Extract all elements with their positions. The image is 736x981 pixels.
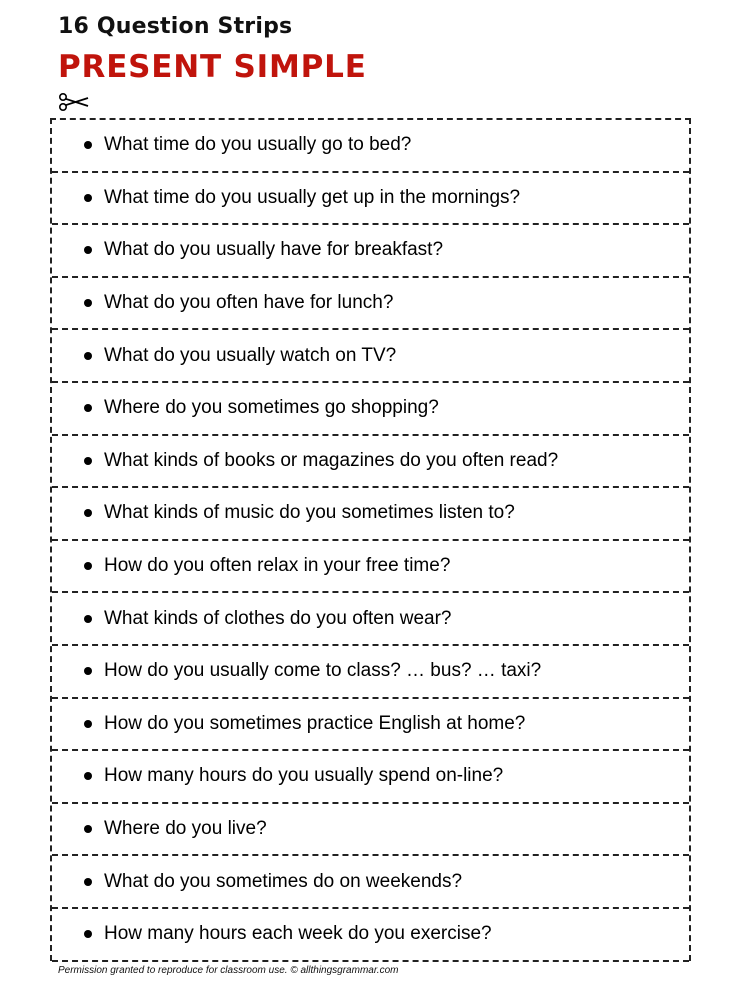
question-strip [52, 593, 689, 646]
question-strip [52, 646, 689, 699]
question-text: How do you often relax in your free time? [104, 555, 451, 577]
question-text: What time do you usually get up in the mornings? [104, 186, 521, 208]
question-text: How do you sometimes practice English at home? [104, 712, 526, 734]
bullet-icon [84, 509, 92, 517]
bullet-icon [84, 457, 92, 465]
question-text: What kinds of clothes do you often wear? [104, 607, 452, 629]
bullet-icon [84, 930, 92, 938]
bullet-icon [84, 404, 92, 412]
permission-footer: Permission granted to reproduce for classroom use. © allthingsgrammar.com [58, 965, 399, 976]
question-strip [52, 909, 689, 962]
question-strip [52, 278, 689, 331]
question-strip [52, 488, 689, 541]
bullet-icon [84, 141, 92, 149]
question-strip [52, 436, 689, 489]
question-text: What kinds of books or magazines do you often read? [104, 449, 559, 471]
question-text: How many hours do you usually spend on-line? [104, 765, 504, 787]
bullet-icon [84, 352, 92, 360]
worksheet-heading: 16 Question Strips [58, 14, 293, 39]
question-strip [52, 120, 689, 173]
question-text: Where do you sometimes go shopping? [104, 397, 439, 419]
question-strip [52, 856, 689, 909]
question-text: What kinds of music do you sometimes listen to? [104, 502, 515, 524]
question-strip [52, 541, 689, 594]
question-text: What time do you usually go to bed? [104, 134, 412, 156]
worksheet-title: PRESENT SIMPLE [58, 49, 367, 85]
question-strip [52, 330, 689, 383]
bullet-icon [84, 667, 92, 675]
question-text: Where do you live? [104, 818, 267, 840]
question-strip [52, 804, 689, 857]
question-strips [50, 118, 691, 961]
question-text: What do you sometimes do on weekends? [104, 870, 463, 892]
bullet-icon [84, 615, 92, 623]
question-strip [52, 173, 689, 226]
scissors-icon [58, 91, 90, 113]
bullet-icon [84, 246, 92, 254]
bullet-icon [84, 299, 92, 307]
question-strip [52, 699, 689, 752]
bullet-icon [84, 772, 92, 780]
question-text: How many hours each week do you exercise? [104, 923, 492, 945]
bullet-icon [84, 562, 92, 570]
bullet-icon [84, 194, 92, 202]
question-text: How do you usually come to class? … bus? … taxi? [104, 660, 542, 682]
bullet-icon [84, 720, 92, 728]
question-text: What do you often have for lunch? [104, 292, 394, 314]
bullet-icon [84, 878, 92, 886]
question-text: What do you usually have for breakfast? [104, 239, 444, 261]
question-strip [52, 383, 689, 436]
question-strip [52, 225, 689, 278]
bullet-icon [84, 825, 92, 833]
question-text: What do you usually watch on TV? [104, 344, 397, 366]
question-strip [52, 751, 689, 804]
